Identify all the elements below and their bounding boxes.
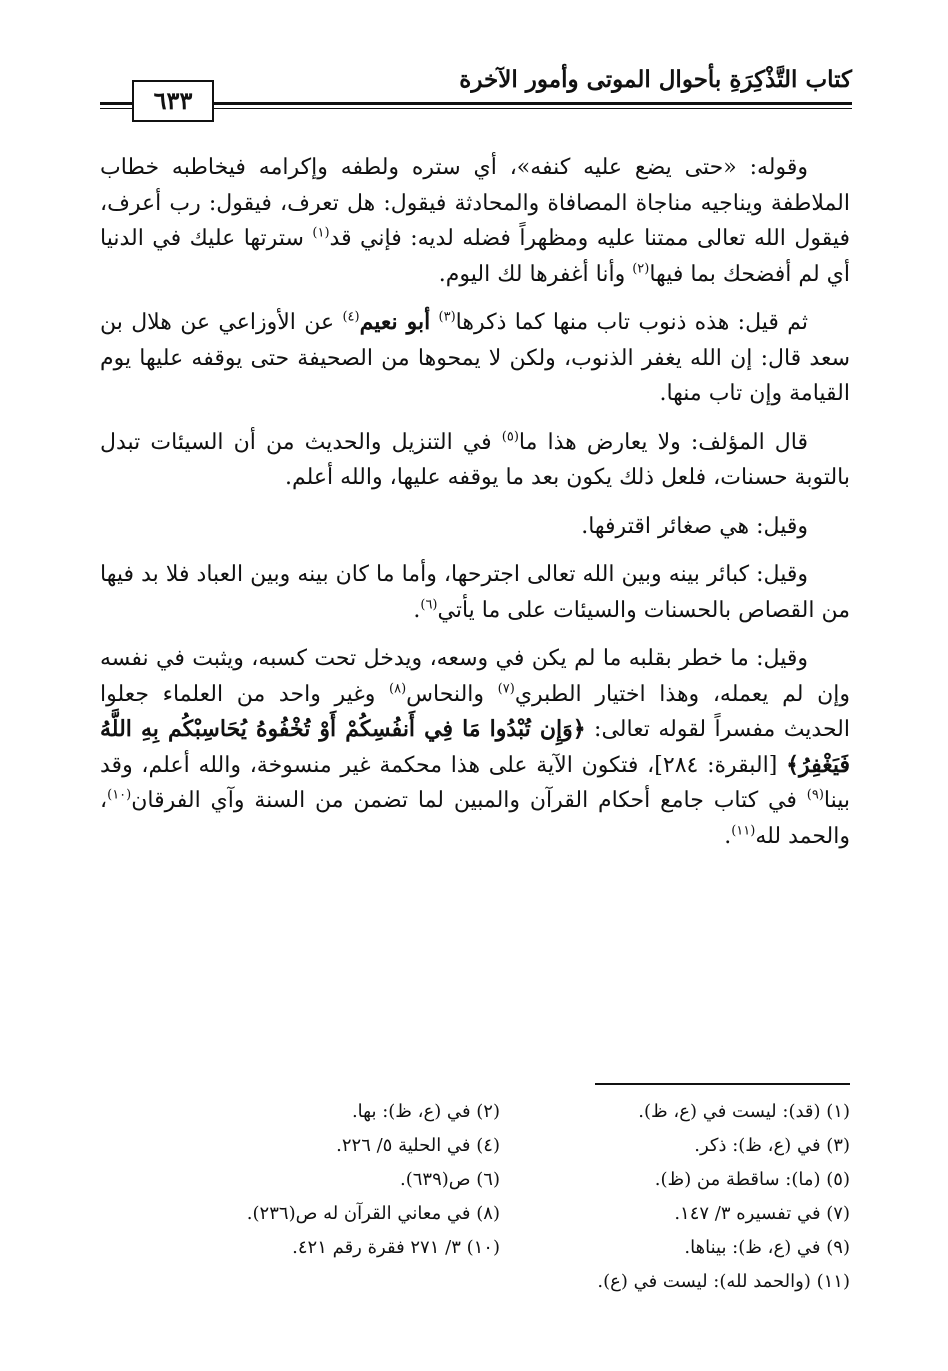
paragraph-text: والنحاس: [406, 681, 498, 707]
paragraph-text: وقيل: هي صغائر اقترفها.: [581, 513, 808, 539]
footnote-ref: (٨): [389, 681, 407, 697]
footnotes-left-column: [150, 1095, 500, 1299]
footnote-ref: (٧): [497, 681, 515, 697]
paragraph-text: ، والحمد لله: [100, 788, 850, 849]
footnotes-right-column: [500, 1095, 850, 1299]
paragraph-text: وأنا أغفرها لك اليوم.: [438, 261, 633, 287]
page-header: [100, 58, 852, 118]
paragraph-text: .: [413, 597, 421, 623]
paragraph-text: في كتاب جامع أحكام القرآن والمبين لما تضمن من السنة وآي الفرقان: [131, 788, 807, 813]
paragraph-text: وقيل: ما خطر بقلبه ما لم يكن في وسعه، ويدخل تحت كسبه، ويثبت في نفسه وإن لم يعمله، وهذا اختيار الطبري: [100, 646, 850, 707]
paragraph-text: [البقرة: ٢٨٤]، فتكون الآية على هذا محكمة غير منسوخة، والله أعلم، وقد بينا: [100, 752, 850, 813]
footnote-separator: [595, 1083, 850, 1085]
paragraph-text: وغير واحد من العلماء جعلوا الحديث مفسراً لقوله تعالى:: [100, 681, 850, 742]
footnote: (٨) في معاني القرآن له ص(٢٣٦).: [246, 1203, 500, 1224]
footnote: (٤) في الحلية ٥/ ٢٢٦.: [336, 1135, 500, 1156]
paragraph: [100, 305, 850, 412]
narrator-name: أبو نعيم: [359, 309, 431, 335]
footnote-ref: (٩): [806, 787, 824, 803]
footnote: (٣) في (ع، ظ): ذكر.: [694, 1135, 850, 1156]
footnote-ref: (٢): [632, 261, 650, 277]
footnote: (٩) في (ع، ظ): بيناها.: [684, 1237, 850, 1258]
paragraph: [100, 425, 850, 496]
footnote-ref: (٥): [501, 429, 519, 445]
paragraph: [100, 150, 850, 292]
main-text: [100, 150, 850, 867]
footnote: (٥) (ما): ساقطة من (ظ).: [654, 1169, 850, 1190]
paragraph-text: قال المؤلف: ولا يعارض هذا ما: [518, 429, 808, 455]
paragraph-text: .: [724, 823, 732, 849]
footnote: (١١) (والحمد لله): ليست في (ع).: [597, 1271, 850, 1292]
footnote-ref: (١): [312, 225, 330, 241]
paragraph-text: عن الأوزاعي عن هلال بن سعد قال: إن الله يغفر الذنوب، ولكن لا يمحوها من الصحيفة حتى يوقفه عليها يوم القيامة وإن تاب منها.: [100, 310, 850, 406]
footnote-ref: (١١): [731, 823, 756, 839]
paragraph: [100, 509, 850, 545]
paragraph: [100, 641, 850, 854]
paragraph-text: سترتها عليك في الدنيا أي لم أفضحك بما فيها: [100, 226, 850, 287]
paragraph: [100, 557, 850, 628]
paragraph-text: في التنزيل والحديث من أن السيئات تبدل بالتوبة حسنات، فلعل ذلك يكون بعد ما يوقفه عليها، والله أعلم.: [100, 429, 850, 490]
footnote-ref: (١٠): [107, 787, 132, 803]
paragraph-text: وقوله: «حتى يضع عليه كنفه»، أي ستره ولطفه وإكرامه فيخاطبه خطاب الملاطفة ويناجيه مناجاة المصافاة والمحادثة فيقول: هل تعرف، فيقول: رب أعرف، فيقول الله تعالى ممتنا عليه ومظهراً فضله لديه: فإني قد: [100, 155, 851, 251]
book-title: كتاب التَّذْكِرَةِ بأحوال الموتى وأمور الآخرة: [459, 66, 852, 93]
footnote: (٦) ص(٦٣٩).: [400, 1169, 500, 1190]
footnote-ref: (٣): [438, 309, 456, 325]
footnote: (٢) في (ع، ظ): بها.: [351, 1101, 500, 1122]
footnote: (١٠) ٣/ ٢٧١ فقرة رقم ٤٢١.: [292, 1237, 500, 1258]
footnote: (٧) في تفسيره ٣/ ١٤٧.: [674, 1203, 850, 1224]
footnotes: [150, 1095, 850, 1299]
paragraph-text: [430, 310, 438, 335]
paragraph-text: ثم قيل: هذه ذنوب تاب منها كما ذكرها: [455, 310, 808, 335]
footnote-ref: (٤): [342, 309, 360, 325]
page-number: ٦٣٣: [132, 80, 214, 122]
footnote-ref: (٦): [420, 597, 438, 613]
paragraph-text: وقيل: كبائر بينه وبين الله تعالى اجترحها، وأما ما كان بينه وبين العباد فلا بد فيها من القصاص بالحسنات والسيئات على ما يأتي: [100, 562, 850, 623]
quran-verse: ﴿وَإِن تُبْدُوا مَا فِي أَنفُسِكُمْ أَوْ تُخْفُوهُ يُحَاسِبْكُم بِهِ اللَّهُ فَيَغْفِرُ﴾: [100, 716, 851, 778]
footnote: (١) (قد): ليست في (ع، ظ).: [638, 1101, 850, 1122]
